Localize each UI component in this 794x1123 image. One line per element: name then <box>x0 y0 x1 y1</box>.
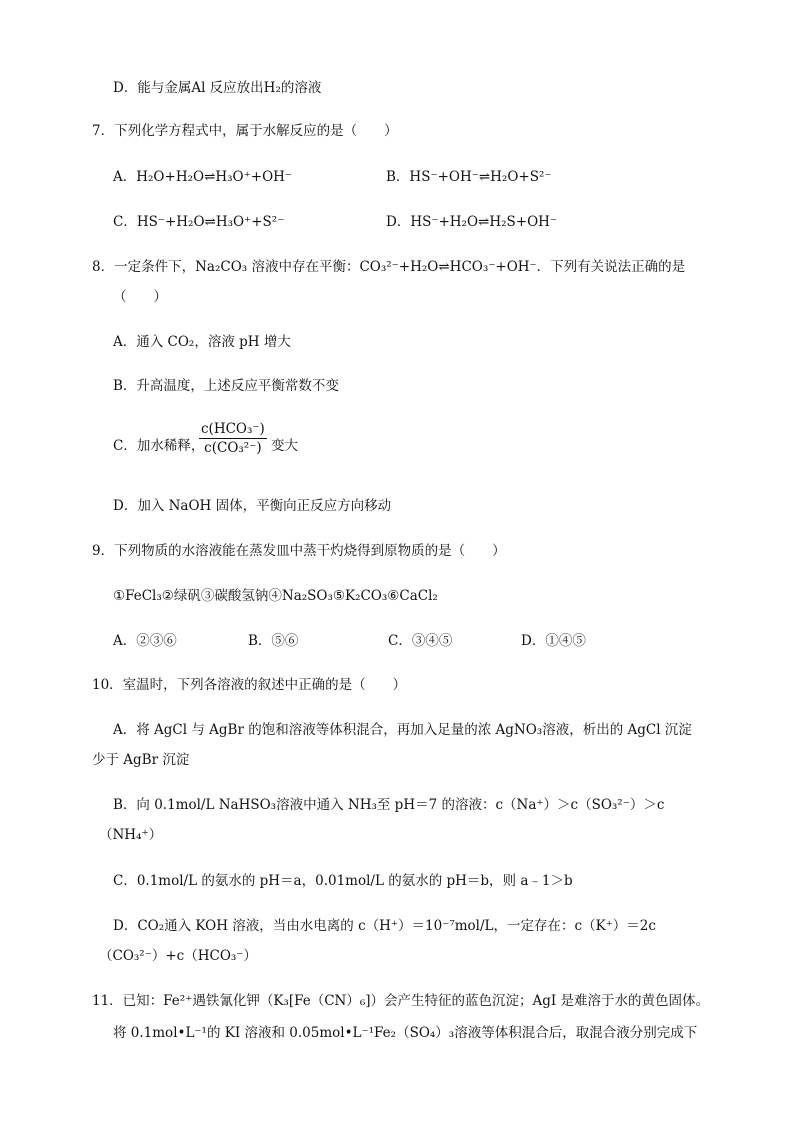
q7-option-a: A．H₂O+H₂O⇌H₃O⁺+OH⁻ <box>113 169 293 185</box>
q9-stem: 9．下列物质的水溶液能在蒸发皿中蒸干灼烧得到原物质的是（ ） <box>92 543 506 559</box>
q9-list: ①FeCl₃②绿矾③碳酸氢钠④Na₂SO₃⑤K₂CO₃⑥CaCl₂ <box>113 588 438 604</box>
q10-option-b-line2: （NH₄⁺） <box>99 827 163 843</box>
q9-option-d: D．①④⑤ <box>521 633 586 649</box>
q10-option-b-line1: B．向 0.1mol/L NaHSO₃溶液中通入 NH₃至 pH＝7 的溶液：c（Na⁺）＞c（SO₃²⁻）＞c <box>113 797 665 813</box>
q8-option-a: A．通入 CO₂，溶液 pH 增大 <box>113 334 291 350</box>
q8-stem: 8．一定条件下，Na₂CO₃ 溶液中存在平衡：CO₃²⁻+H₂O⇌HCO₃⁻+OH⁻．下列有关说法正确的是 <box>92 259 686 275</box>
q10-option-c: C．0.1mol/L 的氨水的 pH＝a，0.01mol/L 的氨水的 pH＝b，则 a﹣1＞b <box>113 873 573 889</box>
q8-option-c-prefix: C．加水稀释， <box>113 438 205 454</box>
q7-option-c: C．HS⁻+H₂O⇌H₃O⁺+S²⁻ <box>113 214 285 230</box>
q7-option-d: D．HS⁻+H₂O⇌H₂S+OH⁻ <box>386 214 558 230</box>
q8-option-b: B．升高温度，上述反应平衡常数不变 <box>113 378 339 394</box>
q8-option-d: D．加入 NaOH 固体，平衡向正反应方向移动 <box>113 498 392 514</box>
q6-option-d: D．能与金属Al 反应放出H₂的溶液 <box>113 80 322 96</box>
q10-option-d-line2: （CO₃²⁻）+c（HCO₃⁻） <box>99 948 257 964</box>
q10-stem: 10．室温时，下列各溶液的叙述中正确的是（ ） <box>92 677 407 693</box>
q7-option-b: B．HS⁻+OH⁻⇌H₂O+S²⁻ <box>386 169 552 185</box>
q7-stem: 7．下列化学方程式中，属于水解反应的是（ ） <box>92 123 398 139</box>
q8-option-c-fraction <box>199 420 267 457</box>
fraction-denominator: c(CO₃²⁻) <box>204 440 262 456</box>
q10-option-a-line1: A．将 AgCl 与 AgBr 的饱和溶液等体积混合，再加入足量的浓 AgNO₃溶液，析出的 AgCl 沉淀 <box>113 722 692 738</box>
q10-option-a-line2: 少于 AgBr 沉淀 <box>92 752 190 768</box>
q11-line2: 将 0.1mol•L⁻¹的 KI 溶液和 0.05mol•L⁻¹Fe₂（SO₄）₃溶液等体积混合后，取混合液分别完成下 <box>113 1025 698 1041</box>
q9-option-b: B．⑤⑥ <box>248 633 299 649</box>
q9-option-c: C．③④⑤ <box>388 633 453 649</box>
q10-option-d-line1: D．CO₂通入 KOH 溶液，当由水电离的 c（H⁺）＝10⁻⁷mol/L，一定存在：c（K⁺）＝2c <box>113 918 656 934</box>
q11-line1: 11．已知：Fe²⁺遇铁氰化钾（K₃[Fe（CN）₆]）会产生特征的蓝色沉淀；AgI 是难溶于水的黄色固体。 <box>92 993 710 1009</box>
fraction-numerator: c(HCO₃⁻) <box>201 421 265 437</box>
q8-option-c-suffix: 变大 <box>271 438 298 454</box>
q8-stem-paren: （ ） <box>113 289 167 305</box>
q9-option-a: A．②③⑥ <box>113 633 177 649</box>
